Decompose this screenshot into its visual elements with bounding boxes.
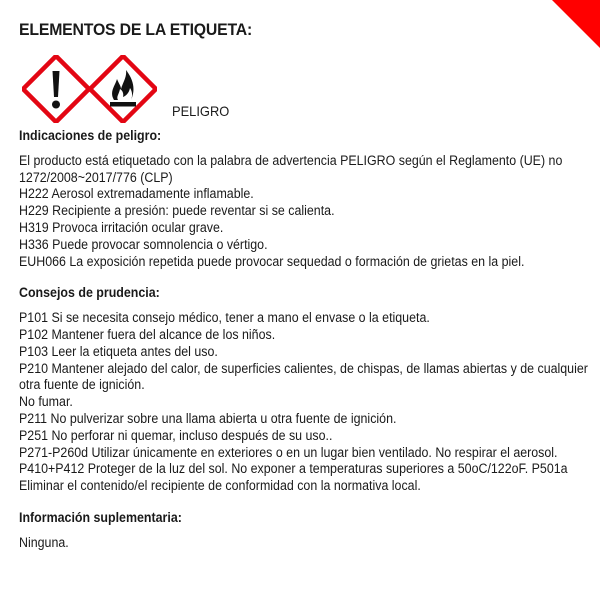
statement-line: P210 Mantener alejado del calor, de superficies calientes, de chispas, de llamas abiertas y de cualquier: [19, 360, 588, 376]
corner-accent: [552, 0, 600, 48]
supplementary-info-list: [19, 535, 571, 552]
statement-line: P271-P260d Utilizar únicamente en exteriores o en un lugar bien ventilado. No respirar el aerosol.: [19, 444, 558, 460]
statement-line: H336 Puede provocar somnolencia o vértigo.: [19, 236, 268, 252]
hazard-pictograms: [22, 55, 157, 123]
hazard-statements-list: [19, 153, 571, 271]
statement-line: P251 No perforar ni quemar, incluso después de su uso..: [19, 427, 333, 443]
statement-line: P211 No pulverizar sobre una llama abierta u otra fuente de ignición.: [19, 410, 397, 426]
statement-line: Ninguna.: [19, 534, 69, 550]
precautionary-statements-section: [19, 285, 588, 495]
precautionary-statements-heading: Consejos de prudencia:: [19, 285, 160, 301]
statement-line: El producto está etiquetado con la palabra de advertencia PELIGRO según el Reglamento (UE) no: [19, 152, 563, 168]
page-title: ELEMENTOS DE LA ETIQUETA:: [19, 20, 253, 39]
statement-line: otra fuente de ignición.: [19, 377, 145, 393]
statement-line: 1272/2008~2017/776 (CLP): [19, 169, 173, 185]
statement-line: P102 Mantener fuera del alcance de los niños.: [19, 326, 276, 342]
statement-line: H229 Recipiente a presión: puede reventar si se calienta.: [19, 203, 335, 219]
statement-line: H222 Aerosol extremadamente inflamable.: [19, 186, 254, 202]
precautionary-statements-list: [19, 310, 588, 495]
statement-line: P410+P412 Proteger de la luz del sol. No exponer a temperaturas superiores a 50oC/122oF. P501a: [19, 461, 568, 477]
hazard-statements-section: [19, 128, 571, 270]
exclamation-mark-icon: [23, 56, 89, 122]
statement-line: Eliminar el contenido/el recipiente de conformidad con la normativa local.: [19, 478, 421, 494]
label-content: [19, 128, 588, 567]
hazard-statements-heading: Indicaciones de peligro:: [19, 128, 162, 143]
statement-line: H319 Provoca irritación ocular grave.: [19, 219, 224, 235]
statement-line: EUH066 La exposición repetida puede provocar sequedad o formación de grietas en la piel.: [19, 253, 525, 269]
supplementary-info-section: [19, 510, 571, 552]
flame-icon: [90, 56, 156, 122]
supplementary-info-heading: Información suplementaria:: [19, 509, 182, 525]
signal-word: PELIGRO: [172, 103, 230, 119]
statement-line: P101 Si se necesita consejo médico, tener a mano el envase o la etiqueta.: [19, 310, 430, 326]
statement-line: P103 Leer la etiqueta antes del uso.: [19, 343, 218, 359]
statement-line: No fumar.: [19, 394, 73, 410]
